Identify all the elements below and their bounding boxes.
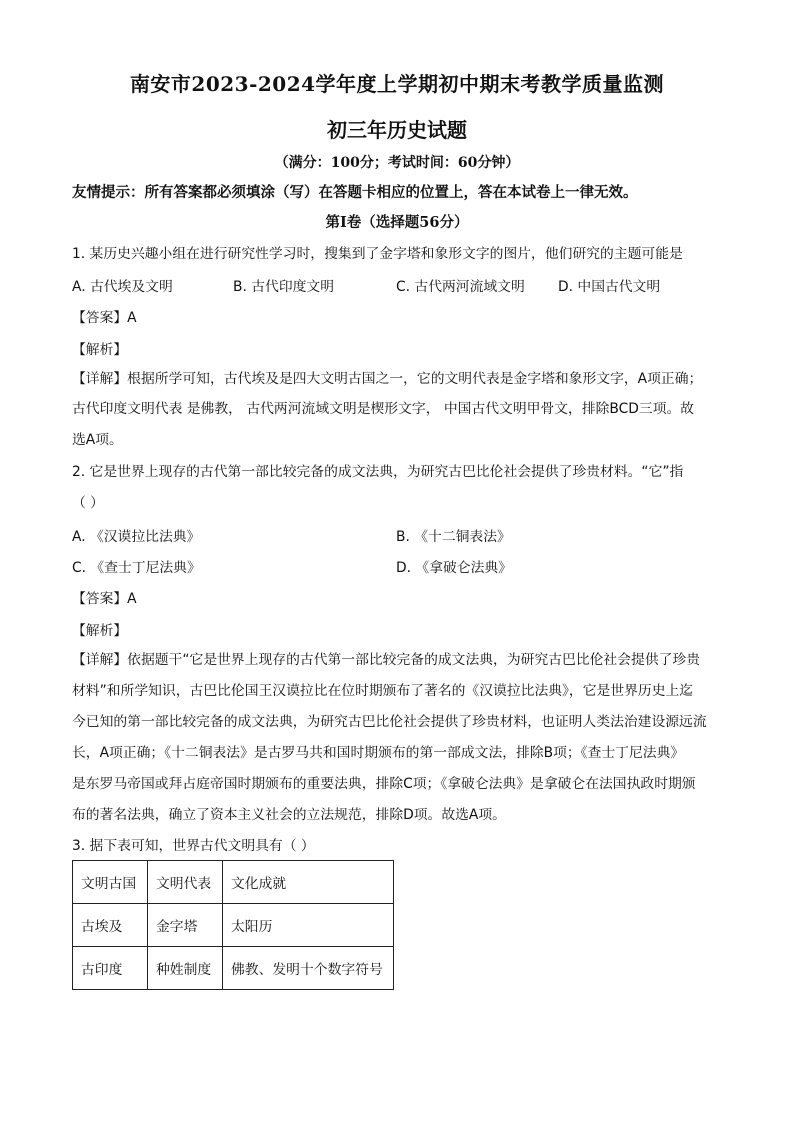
table-cell: 金字塔 [148, 904, 223, 947]
table-row [73, 904, 394, 947]
q1-analysis-label: 【解析】 [72, 342, 128, 358]
exam-title: 南安市2023-2024学年度上学期初中期末考教学质量监测 [129, 72, 665, 96]
q2-option-a: A. 《汉谟拉比法典》 [72, 529, 201, 545]
q1-option-a: A. 古代埃及文明 [72, 279, 173, 295]
table-row [73, 947, 394, 990]
table-header-cell: 文明古国 [73, 861, 148, 904]
q2-option-b: B. 《十二铜表法》 [396, 529, 511, 545]
exam-info: （满分：100分；考试时间：60分钟） [274, 155, 520, 171]
q1-option-b: B. 古代印度文明 [233, 279, 335, 295]
q1-option-c: C. 古代两河流域文明 [396, 279, 525, 295]
table-cell: 太阳历 [223, 904, 394, 947]
civilization-table [72, 860, 394, 990]
q2-answer: 【答案】A [72, 591, 137, 607]
q3-stem: 3. 据下表可知，世界古代文明具有（ ） [72, 838, 315, 854]
q1-detail-line-2: 古代印度文明代表 是佛教， 古代两河流域文明是楔形文字， 中国古代文明甲骨文，排除BCD三项。故 [72, 401, 695, 417]
table-header-cell: 文化成就 [223, 861, 394, 904]
q2-detail-line-3: 今已知的第一部比较完备的成文法典，为研究古巴比伦社会提供了珍贵材料，也证明人类法治建设源远流 [72, 714, 707, 730]
table-header-row [73, 861, 394, 904]
q2-option-d: D. 《拿破仑法典》 [396, 560, 512, 576]
table-cell: 佛教、发明十个数字符号 [223, 947, 394, 990]
q2-detail-line-1: 【详解】依据题干“它是世界上现存的古代第一部比较完备的成文法典，为研究古巴比伦社会提供了珍贵 [72, 652, 701, 668]
q2-option-c: C. 《查士丁尼法典》 [72, 560, 201, 576]
table-cell: 古印度 [73, 947, 148, 990]
q2-detail-line-2: 材料”和所学知识，古巴比伦国王汉谟拉比在位时期颁布了著名的《汉谟拉比法典》，它是世界历史上迄 [72, 683, 694, 699]
exam-subtitle: 初三年历史试题 [327, 118, 467, 142]
q2-detail-line-4: 长，A项正确；《十二铜表法》是古罗马共和国时期颁布的第一部成文法，排除B项；《查士丁尼法典》 [72, 745, 685, 761]
q2-stem-line-1: 2. 它是世界上现存的古代第一部比较完备的成文法典，为研究古巴比伦社会提供了珍贵材料。“它”指 [72, 464, 684, 480]
q2-detail-line-6: 布的著名法典，确立了资本主义社会的立法规范，排除D项。故选A项。 [72, 807, 506, 823]
q1-answer: 【答案】A [72, 310, 137, 326]
section-heading: 第Ⅰ卷（选择题56分） [325, 214, 469, 231]
friendly-tip: 友情提示：所有答案都必须填涂（写）在答题卡相应的位置上，答在本试卷上一律无效。 [72, 184, 638, 201]
q2-detail-line-5: 是东罗马帝国或拜占庭帝国时期颁布的重要法典，排除C项；《拿破仑法典》是拿破仑在法国执政时期颁 [72, 776, 696, 792]
table-header-cell: 文明代表 [148, 861, 223, 904]
q1-detail-line-1: 【详解】根据所学可知，古代埃及是四大文明古国之一，它的文明代表是金字塔和象形文字，A项正确； [72, 371, 703, 387]
table-cell: 古埃及 [73, 904, 148, 947]
q2-stem-line-2: （ ） [72, 495, 104, 511]
table-cell: 种姓制度 [148, 947, 223, 990]
q1-stem: 1. 某历史兴趣小组在进行研究性学习时，搜集到了金字塔和象形文字的图片，他们研究的主题可能是 [72, 246, 683, 262]
q1-option-d: D. 中国古代文明 [558, 279, 661, 295]
q2-analysis-label: 【解析】 [72, 623, 128, 639]
q1-detail-line-3: 选A项。 [72, 432, 123, 448]
